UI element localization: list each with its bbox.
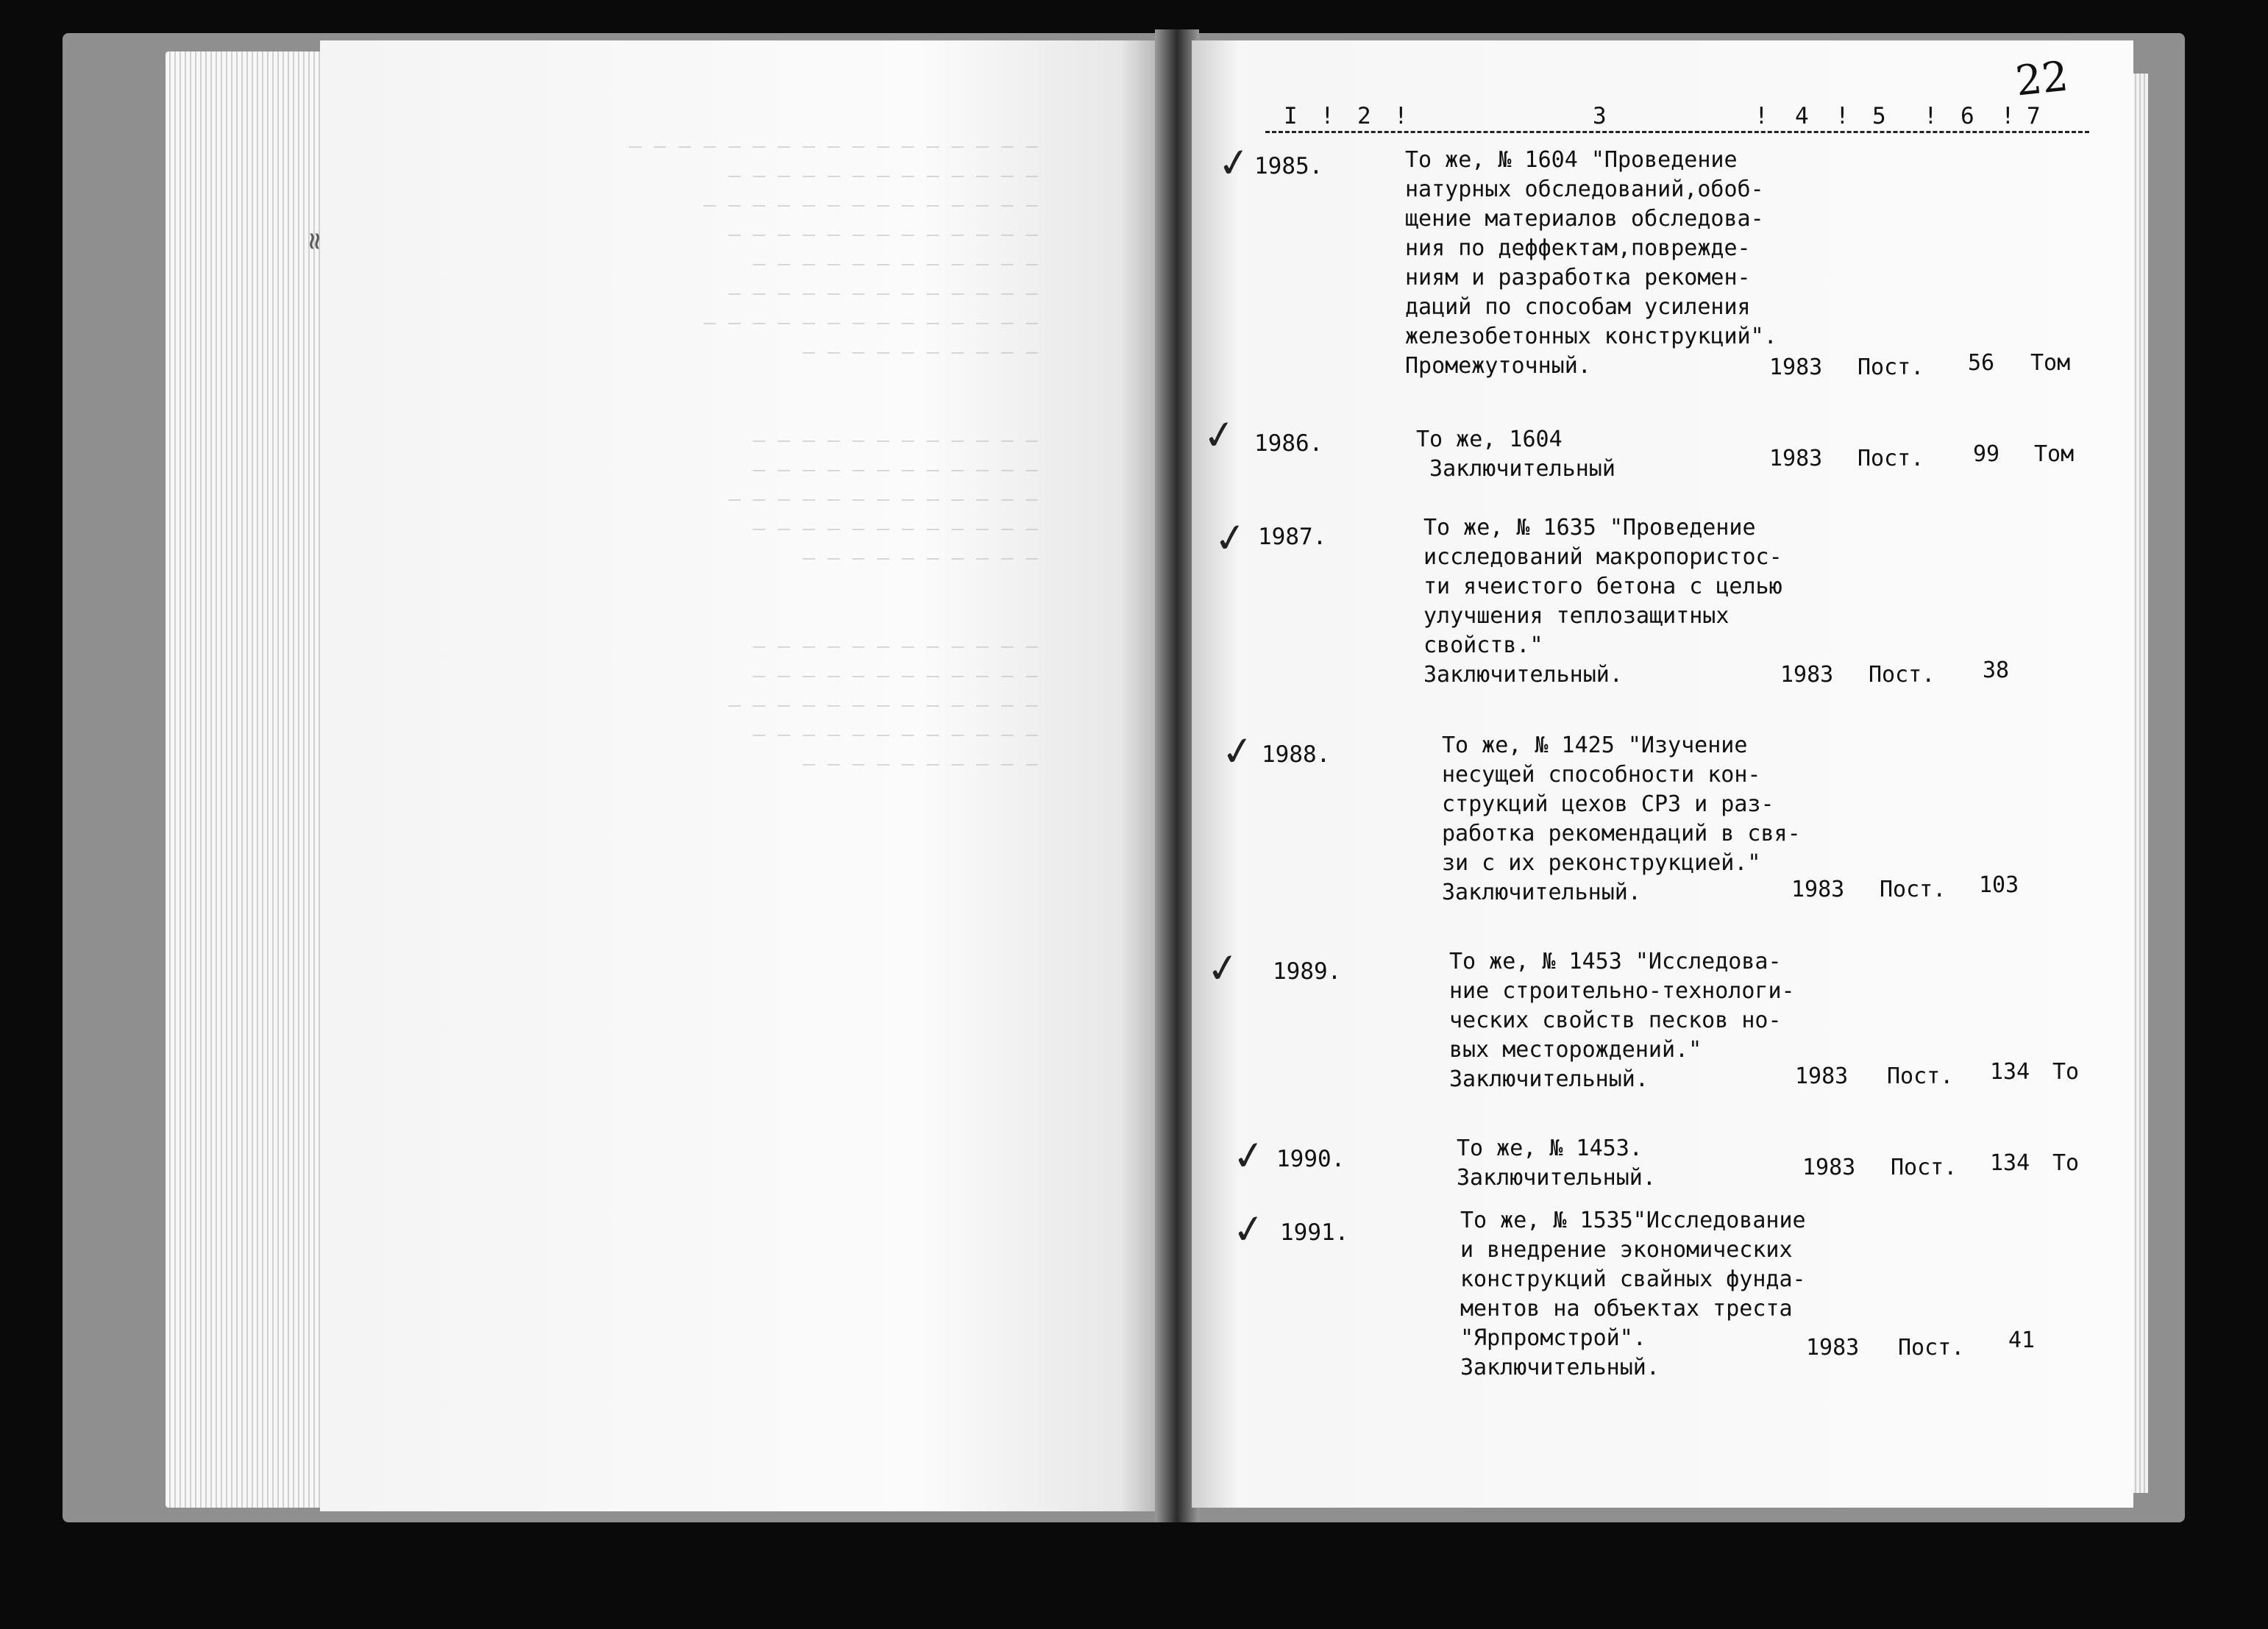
entry-pages: 103 xyxy=(1979,872,2019,898)
pencil-note: ≈ xyxy=(297,232,332,251)
entry-storage: Пост. xyxy=(1858,446,1924,471)
header-col-4: 4 xyxy=(1795,103,1809,129)
entry-number: 1988. xyxy=(1262,741,1331,768)
entry-storage: Пост. xyxy=(1891,1155,1958,1180)
entry-year: 1983 xyxy=(1806,1335,1860,1361)
entry-volume: То xyxy=(2052,1059,2080,1085)
entry-pages: 134 xyxy=(1990,1150,2030,1176)
entry-text: То же, № 1453 "Исследова- ние строительно-технологи- ческих свойств песков но- вых месторождений." Заключительный. xyxy=(1449,949,1795,1092)
header-col-5: 5 xyxy=(1872,103,1886,129)
entry-storage: Пост. xyxy=(1858,354,1924,380)
header-sep: ! xyxy=(2001,103,2015,129)
entry-storage: Пост. xyxy=(1880,877,1947,902)
entry-volume: То xyxy=(2052,1150,2080,1176)
entry-volume: Том xyxy=(2030,350,2071,376)
entry-number: 1987. xyxy=(1258,524,1327,550)
entry-number: 1985. xyxy=(1254,153,1323,179)
entry-storage: Пост. xyxy=(1869,662,1935,688)
entry-text: То же, № 1635 "Проведение исследований макропористос- ти ячеистого бетона с целью улучшения теплозащитных свойств." Заключительный. xyxy=(1423,515,1782,688)
checkmark-icon: ✓ xyxy=(1229,1204,1269,1255)
left-page xyxy=(297,40,1181,1511)
entry-year: 1983 xyxy=(1769,354,1823,380)
header-col-7: 7 xyxy=(2027,103,2041,129)
entry-text: То же, № 1453. Заключительный. xyxy=(1457,1136,1656,1191)
entry-year: 1983 xyxy=(1769,446,1823,471)
header-col-1: I xyxy=(1284,103,1298,129)
checkmark-icon: ✓ xyxy=(1214,138,1254,188)
entry-text: То же, № 1425 "Изучение несущей способности кон- струкций цехов СРЗ и раз- работка рекомендаций в свя- зи с их реконструкцией." Заключительный. xyxy=(1442,732,1801,905)
entry-number: 1990. xyxy=(1276,1146,1345,1172)
entry-year: 1983 xyxy=(1802,1155,1856,1180)
page-stack-left xyxy=(166,51,335,1508)
header-sep: ! xyxy=(1924,103,1938,129)
entry-storage: Пост. xyxy=(1887,1063,1954,1089)
header-sep: ! xyxy=(1755,103,1768,129)
entry-pages: 56 xyxy=(1968,350,1995,376)
entry-pages: 99 xyxy=(1973,441,2000,467)
checkmark-icon: ✓ xyxy=(1217,726,1258,777)
entry-pages: 41 xyxy=(2008,1327,2036,1353)
entry-storage: Пост. xyxy=(1898,1335,1965,1361)
entry-year: 1983 xyxy=(1780,662,1834,688)
entry-number: 1986. xyxy=(1254,430,1323,457)
entry-year: 1983 xyxy=(1791,877,1845,902)
entry-text: То же, № 1535"Исследование и внедрение экономических конструкций свайных фунда- ментов на объектах треста "Ярпромстрой". Заключительный. xyxy=(1460,1208,1806,1380)
checkmark-icon: ✓ xyxy=(1203,943,1243,994)
header-sep: ! xyxy=(1835,103,1849,129)
checkmark-icon: ✓ xyxy=(1229,1130,1269,1181)
header-sep: ! xyxy=(1394,103,1408,129)
checkmark-icon: ✓ xyxy=(1199,410,1240,460)
header-rule xyxy=(1265,131,2089,133)
entry-pages: 38 xyxy=(1983,657,2010,683)
header-col-3: 3 xyxy=(1593,103,1607,129)
entry-text: То же, № 1604 "Проведение натурных обследований,обоб- щение материалов обследова- ния по деффектам,поврежде- ниям и разработка рекомен- даций по способам усиления железобетонных конструкций". Промежуточный. xyxy=(1405,147,1777,379)
show-through-text: _ _ _ _ _ _ _ _ _ _ _ _ _ _ _ _ _ _ _ _ _ _ _ _ _ _ _ _ _ _ _ _ _ _ _ _ _ _ _ _ _ _ _ _ _ _ _ _ _ _ _ _ _ _ _ _ _ _ _ _ _ _ _ _ _ _ _ _ _ _ _ _ _ _ _ _ _ _ _ _ _ _ _ _ _ _ _ _ _ _ _ _ _ _ _ _ _ _ _ _ _ _ _ _ _ _ _ _ _ _ _ _ _ _ _ _ _ _ _ _ _ _ _ _ _ _ _ _ _ _ _ _ _ _ _ _ _ _ _ _ _ _ _ _ _ _ _ _ _ _ _ _ _ _ _ _ _ _ _ _ _ _ _ _ _ _ _ _ _ _ _ _ _ _ _ _ _ _ _ _ _ _ _ _ _ _ _ _ _ _ _ _ _ _ _ _ _ _ _ _ _ _ _ _ _ _ _ _ _ _ _ _ _ _ _ _ _ _ _ _ _ _ _ _ xyxy=(629,124,1039,766)
entry-year: 1983 xyxy=(1795,1063,1849,1089)
entry-number: 1989. xyxy=(1273,958,1342,985)
entry-text: То же, 1604 Заключительный xyxy=(1416,427,1615,482)
checkmark-icon: ✓ xyxy=(1210,513,1251,563)
header-col-6: 6 xyxy=(1960,103,1974,129)
entry-pages: 134 xyxy=(1990,1059,2030,1085)
header-sep: ! xyxy=(1320,103,1334,129)
entry-number: 1991. xyxy=(1280,1219,1349,1246)
page-number: 22 xyxy=(2013,52,2071,106)
header-col-2: 2 xyxy=(1357,103,1371,129)
entry-volume: Том xyxy=(2034,441,2075,467)
